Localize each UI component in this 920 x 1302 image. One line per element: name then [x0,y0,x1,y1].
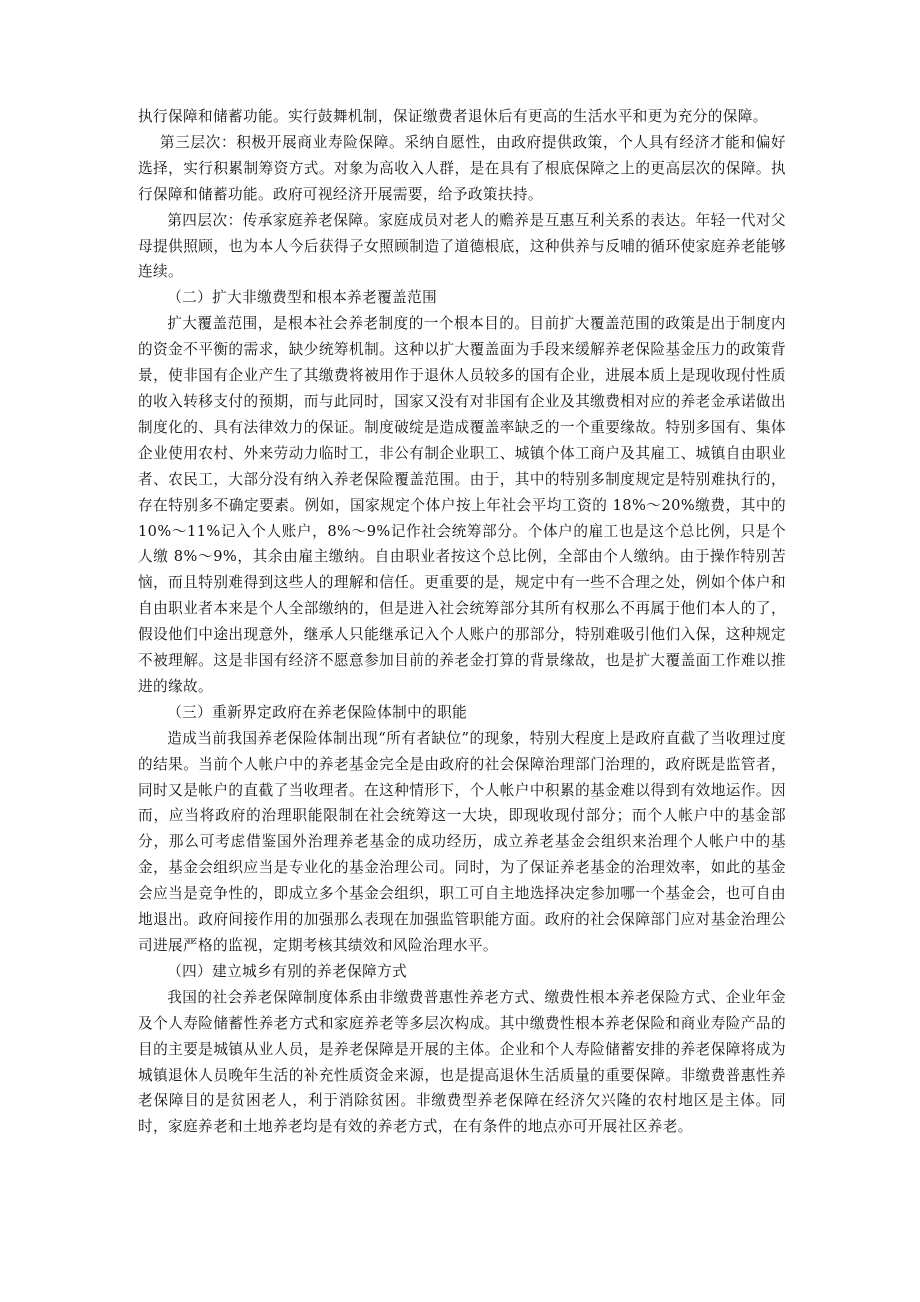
paragraph-third-level: 第三层次：积极开展商业寿险保障。采纳自愿性，由政府提供政策，个人具有经济才能和偏好选择，实行积累制筹资方式。对象为高收入人群，是在具有了根底保障之上的更高层次的保障。执行保障和储蓄功能。政府可视经济开展需要，给予政策扶持。 [138,133,786,203]
section-heading-2: （二）扩大非缴费型和根本养老覆盖范围 [167,289,438,307]
section-heading-3: （三）重新界定政府在养老保险体制中的职能 [167,703,468,721]
paragraph-fourth-level: 第四层次：传承家庭养老保障。家庭成员对老人的赡养是互惠互利关系的表达。年轻一代对父母提供照顾，也为本人今后获得子女照顾制造了道德根底，这种供养与反哺的循环使家庭养老能够连续。 [138,211,786,281]
paragraph-government-role: 造成当前我国养老保险体制出现“所有者缺位”的现象，特别大程度上是政府直截了当收理过度的结果。当前个人帐户中的养老基金完全是由政府的社会保障治理部门治理的，政府既是监管者，同时又是帐户的直截了当收理者。在这种情形下，个人帐户中积累的基金难以得到有效地运作。因而，应当将政府的治理职能限制在社会统筹这一大块，即现收现付部分；而个人帐户中的基金部分，那么可考虑借鉴国外治理养老基金的成功经历，成立养老基金会组织来治理个人帐户中的基金，基金会组织应当是专业化的基金治理公司。同时，为了保证养老基金的治理效率，如此的基金会应当是竞争性的，即成立多个基金会组织，职工可自主地选择决定参加哪一个基金会，也可自由地退出。政府间接作用的加强那么表现在加强监管职能方面。政府的社会保障部门应对基金治理公司进展严格的监视，定期考核其绩效和风险治理水平。 [138,729,786,954]
section-heading-4: （四）建立城乡有别的养老保障方式 [167,962,408,980]
paragraph-coverage: 扩大覆盖范围，是根本社会养老制度的一个根本目的。目前扩大覆盖范围的政策是出于制度内的资金不平衡的需求，缺少统筹机制。这种以扩大覆盖面为手段来缓解养老保险基金压力的政策背景，使非国有企业产生了其缴费将被用作于退休人员较多的国有企业，进展本质上是现收现付性质的收入转移支付的预期，而与此同时，国家又没有对非国有企业及其缴费相对应的养老金承诺做出制度化的、具有法律效力的保证。制度破绽是造成覆盖率缺乏的一个重要缘故。特别多国有、集体企业使用农村、外来劳动力临时工，非公有制企业职工、城镇个体工商户及其雇工、城镇自由职业者、农民工，大部分没有纳入养老保险覆盖范围。由于，其中的特别多制度规定是特别难执行的，存在特别多不确定要素。例如，国家规定个体户按上年社会平均工资的 18%～20%缴费，其中的 10%～11%记入个人账户，8%～9%记作社会统筹部分。个体户的雇工也是这个总比例，只是个人缴 8%～9%，其余由雇主缴纳。自由职业者按这个总比例，全部由个人缴纳。由于操作特别苦恼，而且特别难得到这些人的理解和信任。更重要的是，规定中有一些不合理之处，例如个体户和自由职业者本来是个人全部缴纳的，但是进入社会统筹部分其所有权那么不再属于他们本人的了，假设他们中途出现意外，继承人只能继承记入个人账户的那部分，特别难吸引他们入保，这种规定不被理解。这是非国有经济不愿意参加目前的养老金打算的背景缘故，也是扩大覆盖面工作难以推进的缘故。 [138,315,786,695]
paragraph-urban-rural: 我国的社会养老保障制度体系由非缴费普惠性养老方式、缴费性根本养老保险方式、企业年金及个人寿险储蓄性养老方式和家庭养老等多层次构成。其中缴费性根本养老保险和商业寿险产品的目的主要是城镇从业人员，是养老保障是开展的主体。企业和个人寿险储蓄安排的养老保障将成为城镇退休人员晚年生活的补充性质资金来源，也是提高退休生活质量的重要保障。非缴费普惠性养老保障目的是贫困老人，利于消除贫困。非缴费型养老保障在经济欠兴隆的农村地区是主体。同时，家庭养老和土地养老均是有效的养老方式，在有条件的地点亦可开展社区养老。 [138,988,786,1136]
paragraph-continuation: 执行保障和储蓄功能。实行鼓舞机制，保证缴费者退休后有更高的生活水平和更为充分的保障。 [138,108,768,125]
document-body [138,104,786,1140]
